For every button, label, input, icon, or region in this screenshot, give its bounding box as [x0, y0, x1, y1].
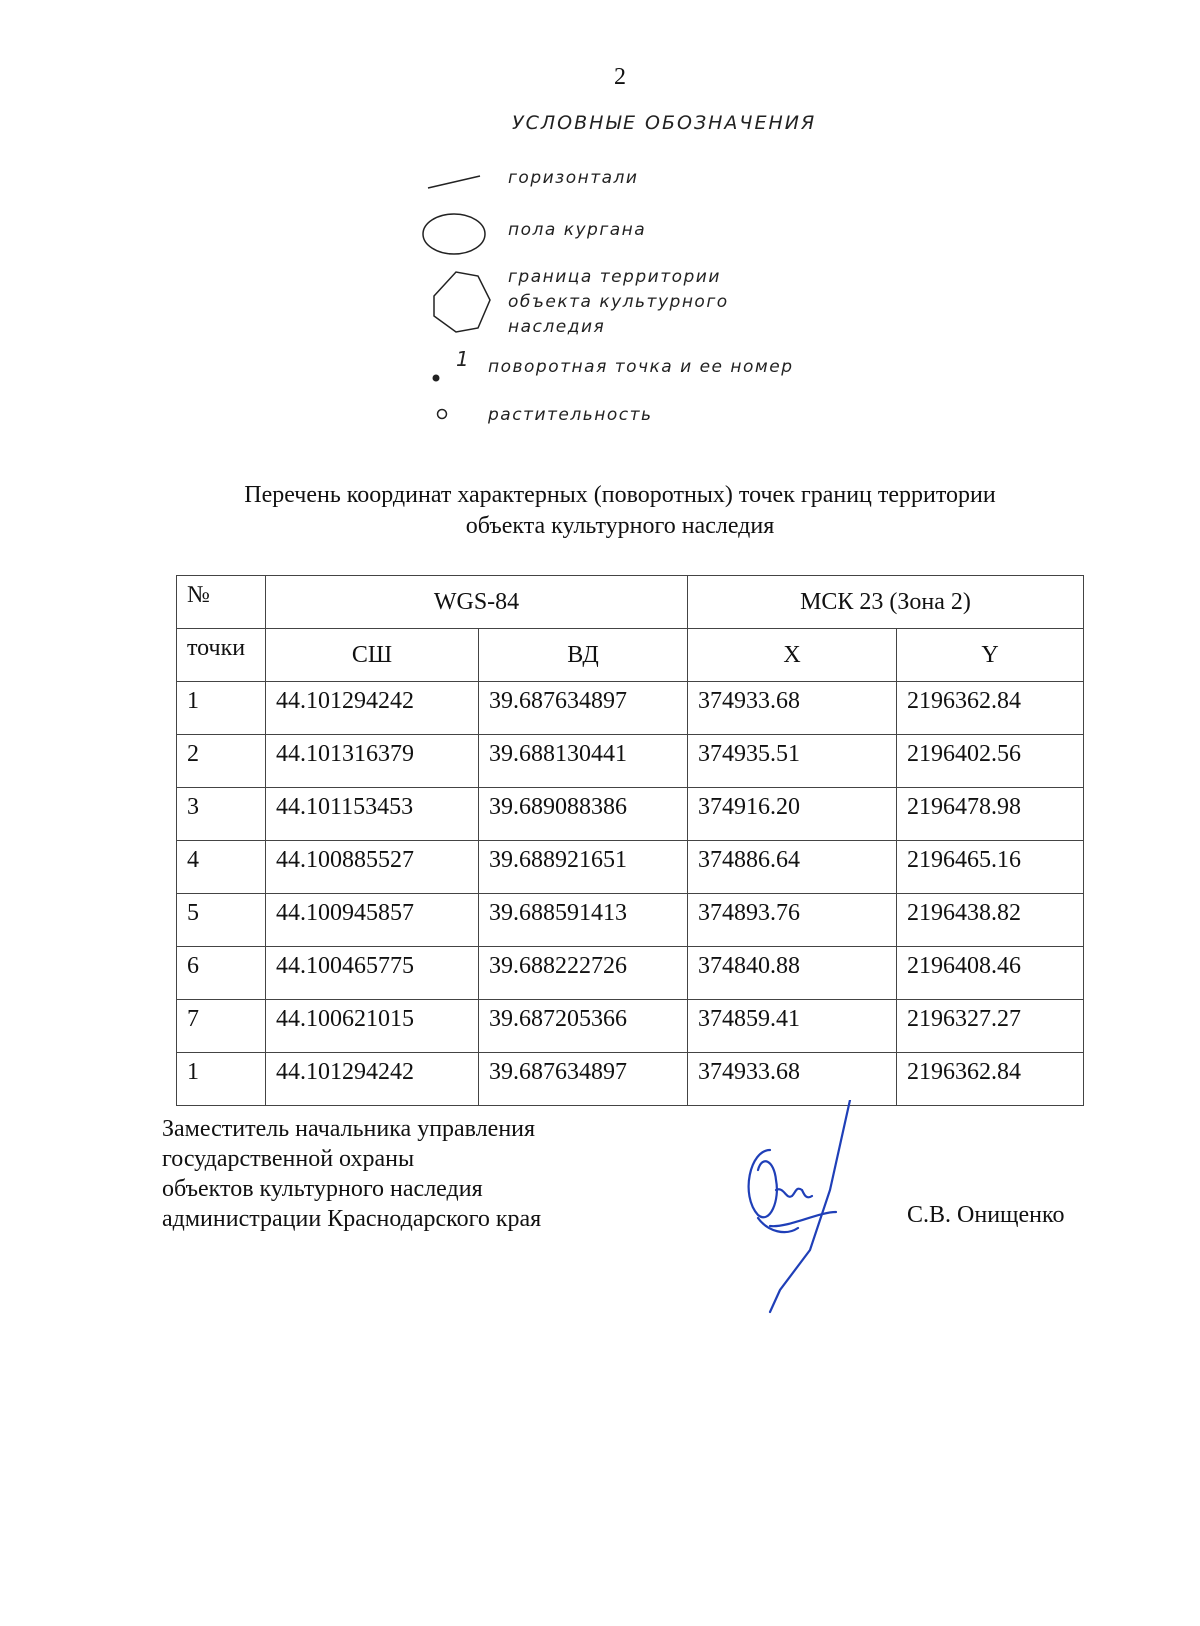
lon-cell: 39.688130441 — [479, 735, 688, 788]
lon-cell: 39.688591413 — [479, 894, 688, 947]
signer-position: Заместитель начальника управления государственной охраны объектов культурного наследия администрации Краснодарского края — [162, 1116, 542, 1232]
lon-cell: 39.687634897 — [479, 682, 688, 735]
x-cell: 374933.68 — [688, 1053, 897, 1106]
point-header: точки — [177, 629, 266, 682]
point-number-cell: 6 — [177, 947, 266, 1000]
lat-cell: 44.101316379 — [266, 735, 479, 788]
lat-cell: 44.101294242 — [266, 1053, 479, 1106]
x-cell: 374859.41 — [688, 1000, 897, 1053]
legend-ellipse-label: пола кургана — [508, 220, 647, 240]
table-header-row — [177, 576, 1084, 629]
point-number-cell: 1 — [177, 1053, 266, 1106]
table-row — [177, 947, 1084, 1000]
y-cell: 2196438.82 — [897, 894, 1084, 947]
legend-boundary-label: граница территории объекта культурного наследия — [508, 267, 729, 337]
point-number-cell: 1 — [177, 682, 266, 735]
turning-point-marker: 1 — [456, 347, 471, 371]
lon-cell: 39.689088386 — [479, 788, 688, 841]
lon-cell: 39.688222726 — [479, 947, 688, 1000]
hexagon-icon — [434, 272, 490, 332]
point-number-cell: 7 — [177, 1000, 266, 1053]
y-cell: 2196465.16 — [897, 841, 1084, 894]
point-number-cell: 4 — [177, 841, 266, 894]
wgs-header: WGS-84 — [266, 576, 688, 629]
table-row — [177, 1000, 1084, 1053]
lat-cell: 44.101153453 — [266, 788, 479, 841]
list-title: Перечень координат характерных (поворотных) точек границ территории объекта культурного наследия — [244, 482, 996, 539]
signer-name: С.В. Онищенко — [907, 1202, 1065, 1228]
table-row — [177, 788, 1084, 841]
point-number-header: № — [177, 576, 266, 629]
x-cell: 374933.68 — [688, 682, 897, 735]
y-cell: 2196408.46 — [897, 947, 1084, 1000]
point-number-cell: 2 — [177, 735, 266, 788]
legend-title: УСЛОВНЫЕ ОБОЗНАЧЕНИЯ — [512, 112, 817, 134]
x-header: X — [688, 629, 897, 682]
table-row — [177, 682, 1084, 735]
table-row — [177, 735, 1084, 788]
y-cell: 2196362.84 — [897, 1053, 1084, 1106]
ellipse-icon — [423, 214, 485, 254]
point-number-cell: 3 — [177, 788, 266, 841]
lat-cell: 44.100465775 — [266, 947, 479, 1000]
lat-cell: 44.100621015 — [266, 1000, 479, 1053]
y-cell: 2196327.27 — [897, 1000, 1084, 1053]
table-row — [177, 841, 1084, 894]
turning-point-icon — [433, 375, 440, 382]
x-cell: 374893.76 — [688, 894, 897, 947]
legend-vegetation-label: растительность — [488, 405, 653, 425]
point-number-cell: 5 — [177, 894, 266, 947]
circle-icon — [438, 410, 447, 419]
contour-line-icon — [428, 176, 480, 188]
legend-contour-label: горизонтали — [508, 168, 639, 188]
legend-turning-point-label: поворотная точка и ее номер — [488, 357, 794, 377]
lon-header: ВД — [479, 629, 688, 682]
table-row — [177, 1053, 1084, 1106]
y-cell: 2196402.56 — [897, 735, 1084, 788]
page-number: 2 — [614, 64, 626, 90]
msk-header: МСК 23 (Зона 2) — [688, 576, 1084, 629]
legend-icons — [420, 170, 500, 440]
x-cell: 374840.88 — [688, 947, 897, 1000]
lat-header: СШ — [266, 629, 479, 682]
x-cell: 374916.20 — [688, 788, 897, 841]
y-cell: 2196362.84 — [897, 682, 1084, 735]
table-subheader-row — [177, 629, 1084, 682]
coordinates-table — [176, 575, 1084, 1106]
lat-cell: 44.101294242 — [266, 682, 479, 735]
y-header: Y — [897, 629, 1084, 682]
lon-cell: 39.687205366 — [479, 1000, 688, 1053]
y-cell: 2196478.98 — [897, 788, 1084, 841]
signature — [740, 1100, 880, 1330]
table-row — [177, 894, 1084, 947]
x-cell: 374935.51 — [688, 735, 897, 788]
lon-cell: 39.687634897 — [479, 1053, 688, 1106]
lat-cell: 44.100945857 — [266, 894, 479, 947]
x-cell: 374886.64 — [688, 841, 897, 894]
lon-cell: 39.688921651 — [479, 841, 688, 894]
lat-cell: 44.100885527 — [266, 841, 479, 894]
